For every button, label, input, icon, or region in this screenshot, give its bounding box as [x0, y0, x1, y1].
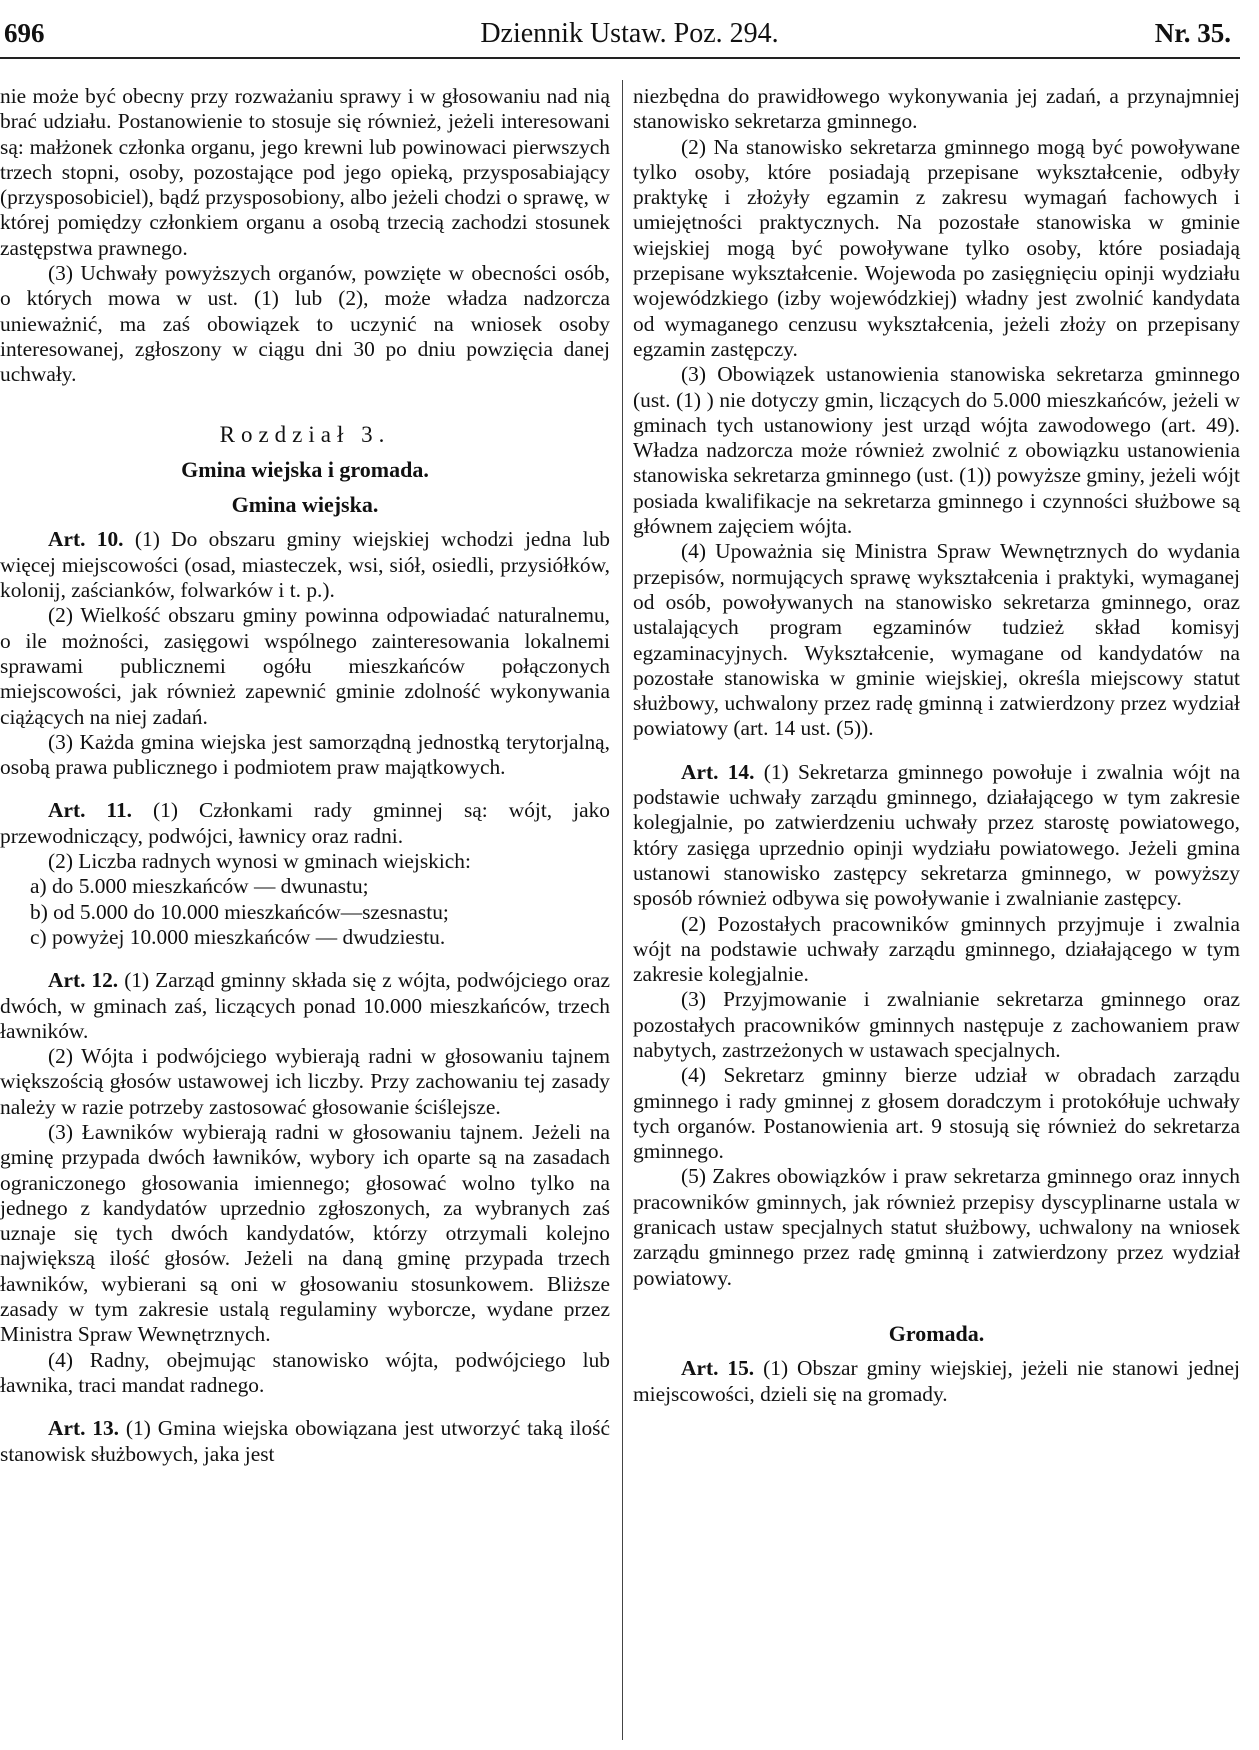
list-item: b) od 5.000 do 10.000 mieszkańców—szesnastu; [30, 899, 449, 924]
article-label: Art. 13. [48, 1416, 120, 1441]
article-label: Art. 12. [48, 968, 119, 993]
paragraph: (2) Pozostałych pracowników gminnych przyjmuje i zwalnia wójt na podstawie uchwały zarządu gminnego, działającego w tym zakresie kolegjalnie. [633, 911, 1240, 987]
paragraph: (3) Ławników wybierają radni w głosowaniu tajnem. Jeżeli na gminę przypada dwóch ławników, wybory ich oparte są na zasadach ograniczonego głosowania imiennego; głosować wolno tylko na jednego z kandydatów uprzednio zgłoszonych, za wybranych zaś uznaje się tych dwóch kandydatów, którzy otrzymali kolejno największą ilość głosów. Jeżeli na daną gminę przypada trzech ławników, wybierani są oni w głosowaniu stosunkowem. Bliższe zasady w tym zakresie ustalą regulaminy wyborcze, wydane przez Ministra Spraw Wewnętrznych. [0, 1119, 610, 1347]
article-label: Art. 14. [681, 759, 755, 784]
article-15 [633, 1356, 1240, 1407]
article-text: (1) Sekretarza gminnego powołuje i zwalnia wójt na podstawie uchwały zarządu gminnego, działającego w tym zakresie kolegjalnie, po zatwierdzeniu uchwały przez starostę powiatowego, który zasięga uprzednio opinji wydziału powiatowego. Jeżeli gmina ustanowi stanowisko zastępcy sekretarza gminnego, w powyższy sposób również odbywa się powoływanie i zwalnianie zastępcy. [633, 759, 1240, 911]
article-label: Art. 10. [48, 527, 124, 552]
chapter-heading: Rozdział 3. [219, 421, 391, 447]
right-column [633, 84, 1240, 1407]
article-label: Art. 11. [48, 798, 132, 823]
paragraph: (4) Sekretarz gminny bierze udział w obradach zarządu gminnego i rady gminnej z głosem doradczym i protokółuje uchwały tych organów. Postanowienia art. 9 stosują się również do sekretarza gminnego. [633, 1063, 1240, 1164]
article-label: Art. 15. [681, 1356, 755, 1381]
article-text: (1) Do obszaru gminy wiejskiej wchodzi jedna lub więcej miejscowości (osad, miasteczek, wsi, siół, osiedli, przysiółków, kolonij, zaścianków, folwarków i t. p.). [0, 527, 610, 603]
paragraph: (3) Przyjmowanie i zwalnianie sekretarza gminnego oraz pozostałych pracowników gminnych następuje z zachowaniem praw nabytych, zastrzeżonych w ustawach specjalnych. [633, 987, 1240, 1062]
paragraph: (2) Wójta i podwójciego wybierają radni w głosowaniu tajnem większością głosów ustawowej ich liczby. Przy zachowaniu tej zasady należy w razie potrzeby zastosować głosowanie ściślejsze. [0, 1044, 610, 1119]
section-heading: Gmina wiejska i gromada. [181, 456, 429, 482]
article-14 [633, 760, 1240, 912]
paragraph: (2) Wielkość obszaru gminy powinna odpowiadać naturalnemu, o ile możności, zasięgowi wspólnego zainteresowania lokalnemi sprawami publicznemi ogółu mieszkańców połączonych miejscowości, jak również zapewnić gminie zdolność wykonywania ciążących na niej zadań. [0, 603, 610, 729]
header-rule [0, 57, 1240, 59]
subsection-heading: Gmina wiejska. [231, 492, 379, 518]
article-12 [0, 968, 610, 1044]
column-divider [622, 80, 623, 1740]
left-column [0, 84, 610, 1467]
article-text: (1) Członkami rady gminnej są: wójt, jako przewodniczący, podwójci, ławnicy oraz radni. [0, 798, 610, 848]
list-item: c) powyżej 10.000 mieszkańców — dwudziestu. [30, 924, 446, 949]
article-10 [0, 527, 610, 603]
list-item: a) do 5.000 mieszkańców — dwunastu; [30, 874, 369, 899]
article-text: (1) Zarząd gminny składa się z wójta, podwójciego oraz dwóch, w gminach zaś, liczących ponad 10.000 mieszkańców, trzech ławników. [0, 968, 611, 1043]
paragraph: (4) Radny, obejmując stanowisko wójta, podwójciego lub ławnika, traci mandat radnego. [0, 1347, 610, 1397]
paragraph: (2) Liczba radnych wynosi w gminach wiejskich: [48, 849, 471, 874]
page-number: 696 [4, 18, 45, 48]
article-text: (1) Obszar gminy wiejskiej, jeżeli nie stanowi jednej miejscowości, dzieli się na gromady. [633, 1356, 1240, 1406]
paragraph: (5) Zakres obowiązków i praw sekretarza gminnego oraz innych pracowników gminnych, jak również przepisy dyscyplinarne ustala w granicach ustaw specjalnych statut służbowy, uchwalony na wniosek zarządu gminnego przez radę gminną i zatwierdzony przez wydział powiatowy. [633, 1164, 1240, 1290]
page-header [0, 0, 1259, 60]
paragraph: (3) Obowiązek ustanowienia stanowiska sekretarza gminnego (ust. (1) ) nie dotyczy gmin, liczących do 5.000 mieszkańców, jeżeli w gminach tych ustanowiony jest urząd wójta zawodowego (art. 49). Władza nadzorcza może również zwolnić z obowiązku ustanowienia stanowiska sekretarza gminnego (ust. (1)) powyższe gminy, jeżeli wójt posiada kwalifikacje na sekretarza gminnego i czynności służbowe są głównem zajęciem wójta. [633, 362, 1240, 539]
article-13 [0, 1416, 610, 1467]
issue-number: Nr. 35. [1154, 18, 1231, 48]
section-heading: Gromada. [888, 1320, 985, 1346]
paragraph: (2) Na stanowisko sekretarza gminnego mogą być powoływane tylko osoby, które posiadają przepisane wykształcenie, odbyły praktykę i złożyły egzamin z zakresu wymagań fachowych i umiejętności praktycznych. Na pozostałe stanowiska w gminie wiejskiej mogą być powoływane tylko osoby, które posiadają przepisane wykształcenie. Wojewoda po zasięgnięciu opinji wydziału wojewódzkiego (izby wojewódzkiej) władny jest zwolnić kandydata od wymaganego cenzusu wykształcenia, jeżeli złoży on przepisany egzamin zastępczy. [633, 134, 1240, 361]
paragraph: niezbędna do prawidłowego wykonywania jej zadań, a przynajmniej stanowisko sekretarza gminnego. [633, 84, 1240, 134]
paragraph: nie może być obecny przy rozważaniu sprawy i w głosowaniu nad nią brać udziału. Postanowienie to stosuje się również, jeżeli interesowani są: małżonek członka organu, jego krewni lub powinowaci pierwszych trzech stopni, osoby, pozostające pod jego opieką, przysposabiający (przysposobiciel), bądź przysposobiony, albo jeżeli chodzi o sprawę, w której pomiędzy członkiem organu a osobą trzecią zachodzi stosunek zastępstwa prawnego. [0, 84, 610, 260]
article-text: (1) Gmina wiejska obowiązana jest utworzyć taką ilość stanowisk służbowych, jaka jest [0, 1416, 610, 1466]
article-11 [0, 798, 610, 849]
paragraph: (3) Każda gmina wiejska jest samorządną jednostką terytorjalną, osobą prawa publicznego i podmiotem praw majątkowych. [0, 729, 610, 780]
journal-title: Dziennik Ustaw. Poz. 294. [480, 18, 779, 49]
paragraph: (3) Uchwały powyższych organów, powzięte w obecności osób, o których mowa w ust. (1) lub (2), może władza nadzorcza unieważnić, ma zaś obowiązek to uczynić na wniosek osoby interesowanej, zgłoszony w ciągu dni 30 po dniu powzięcia danej uchwały. [0, 261, 610, 387]
paragraph: (4) Upoważnia się Ministra Spraw Wewnętrznych do wydania przepisów, normujących sprawę wykształcenia i praktyki, wymaganej od osób, powoływanych na stanowisko sekretarza gminnego, oraz ustalających program egzaminów tudzież skład komisyj egzaminacyjnych. Wykształcenie, wymagane od kandydatów na pozostałe stanowiska w gminie wiejskiej, określa miejscowy statut służbowy, uchwalony przez radę gminną i zatwierdzony przez wydział powiatowy (art. 14 ust. (5)). [633, 539, 1240, 741]
